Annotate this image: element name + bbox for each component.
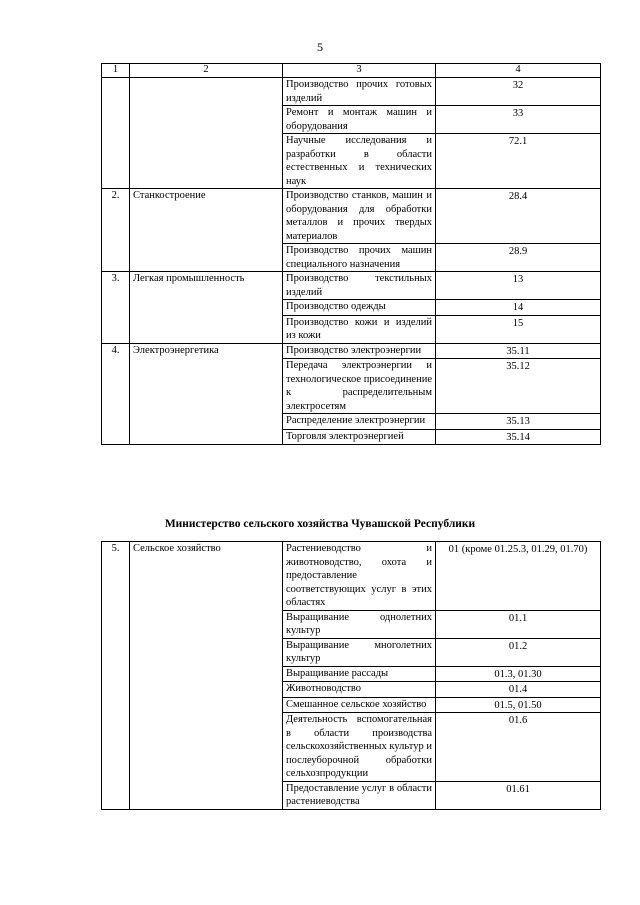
industry-name: Сельское хозяйство (130, 542, 283, 810)
activity-name: Передача электроэнергии и технологическое присоединение к распределительным электросетям (283, 359, 436, 414)
activity-name: Деятельность вспомогательная в области производства сельскохозяйственных культур и послеуборочной обработки сельхозпродукции (283, 713, 436, 782)
ministry-heading: Министерство сельского хозяйства Чувашской Республики (164, 518, 476, 530)
okved-code: 35.13 (436, 414, 601, 430)
table-row (102, 78, 601, 106)
activity-name: Ремонт и монтаж машин и оборудования (283, 106, 436, 134)
industry-table-top (101, 63, 601, 445)
row-number: 5. (102, 542, 130, 810)
activity-name: Выращивание многолетних культур (283, 638, 436, 666)
okved-code: 33 (436, 106, 601, 134)
activity-name: Производство текстильных изделий (283, 272, 436, 300)
okved-code: 01.61 (436, 781, 601, 809)
row-number: 2. (102, 189, 130, 272)
industry-table-bottom (101, 541, 601, 810)
industry-name: Легкая промышленность (130, 272, 283, 344)
activity-name: Производство одежды (283, 300, 436, 316)
row-number: 4. (102, 343, 130, 445)
activity-name: Выращивание рассады (283, 666, 436, 682)
industry-name: Станкостроение (130, 189, 283, 272)
okved-code: 01.4 (436, 682, 601, 698)
activity-name: Производство электроэнергии (283, 343, 436, 359)
activity-name: Животноводство (283, 682, 436, 698)
header-col-1: 1 (102, 64, 130, 78)
activity-name: Производство кожи и изделий из кожи (283, 315, 436, 343)
activity-name: Производство прочих готовых изделий (283, 78, 436, 106)
activity-name: Производство станков, машин и оборудования для обработки металлов и прочих твердых материалов (283, 189, 436, 244)
row-number: 3. (102, 272, 130, 344)
header-col-3: 3 (283, 64, 436, 78)
okved-code: 01.3, 01.30 (436, 666, 601, 682)
activity-name: Научные исследования и разработки в области естественных и технических наук (283, 134, 436, 189)
activity-name: Производство прочих машин специального назначения (283, 244, 436, 272)
activity-name: Распределение электроэнергии (283, 414, 436, 430)
activity-name: Выращивание однолетних культур (283, 610, 436, 638)
table-row (102, 189, 601, 244)
okved-code: 01.6 (436, 713, 601, 782)
okved-code: 01.2 (436, 638, 601, 666)
okved-code: 72.1 (436, 134, 601, 189)
activity-name: Растениеводство и животноводство, охота и предоставление соответствующих услуг в этих областях (283, 542, 436, 611)
table-row (102, 343, 601, 359)
activity-name: Торговля электроэнергией (283, 429, 436, 445)
industry-name (130, 78, 283, 189)
row-number (102, 78, 130, 189)
okved-code: 13 (436, 272, 601, 300)
okved-code: 35.12 (436, 359, 601, 414)
header-col-4: 4 (436, 64, 601, 78)
okved-code: 28.4 (436, 189, 601, 244)
okved-code: 35.11 (436, 343, 601, 359)
okved-code: 35.14 (436, 429, 601, 445)
activity-name: Смешанное сельское хозяйство (283, 697, 436, 713)
okved-code: 01 (кроме 01.25.3, 01.29, 01.70) (436, 542, 601, 611)
table-header-row (102, 64, 601, 78)
okved-code: 28.9 (436, 244, 601, 272)
table-row (102, 272, 601, 300)
activity-name: Предоставление услуг в области растениеводства (283, 781, 436, 809)
okved-code: 14 (436, 300, 601, 316)
okved-code: 15 (436, 315, 601, 343)
okved-code: 32 (436, 78, 601, 106)
okved-code: 01.5, 01.50 (436, 697, 601, 713)
page-number: 5 (317, 40, 323, 54)
header-col-2: 2 (130, 64, 283, 78)
table-row (102, 542, 601, 611)
okved-code: 01.1 (436, 610, 601, 638)
industry-name: Электроэнергетика (130, 343, 283, 445)
